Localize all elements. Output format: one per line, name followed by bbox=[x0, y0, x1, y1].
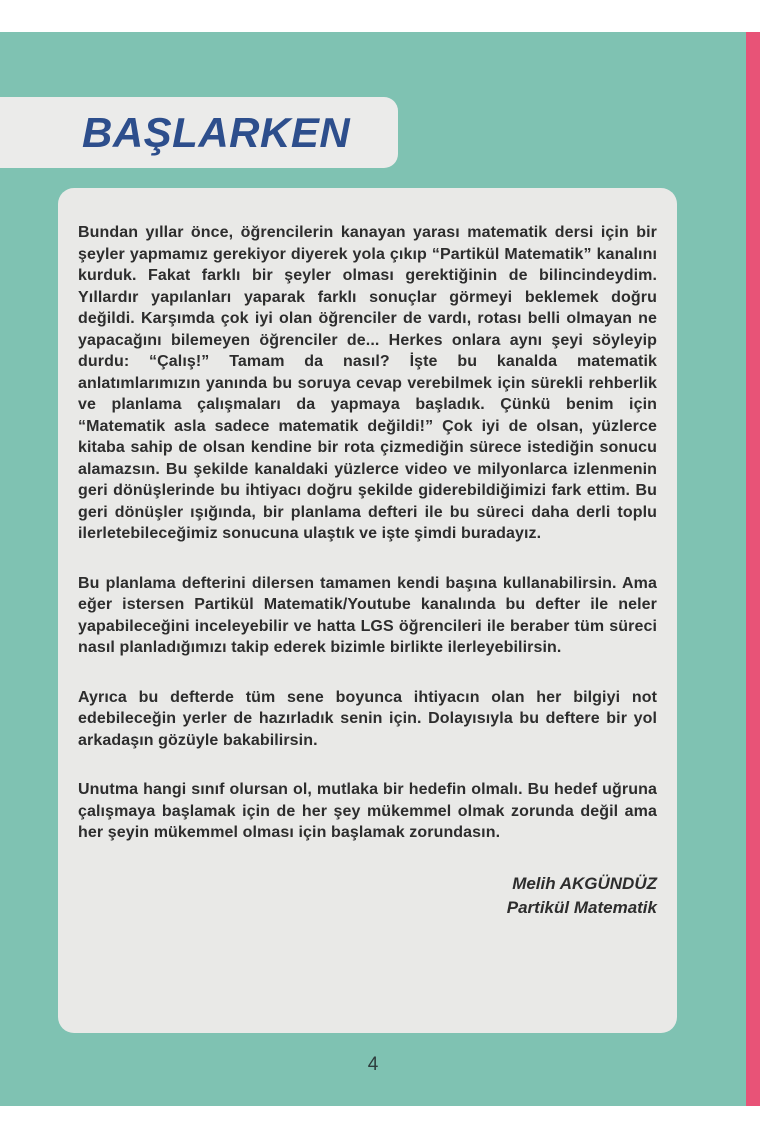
signature-org: Partikül Matematik bbox=[506, 897, 657, 917]
signature-name: Melih AKGÜNDÜZ bbox=[512, 873, 657, 893]
signature-block bbox=[78, 872, 657, 920]
page-number: 4 bbox=[367, 1054, 379, 1075]
body-paragraph-4: Unutma hangi sınıf olursan ol, mutlaka bir hedefin olmalı. Bu hedef uğruna çalışmaya başlamak için de her şey mükemmel olmak zorunda değil ama her şeyin mükemmel olması için başlamak zorundasın. bbox=[78, 781, 657, 841]
content-card bbox=[58, 188, 677, 1033]
accent-stripe bbox=[746, 32, 760, 1106]
chapter-title-plate bbox=[0, 97, 398, 168]
body-paragraph-1: Bundan yıllar önce, öğrencilerin kanayan yarası matematik dersi için bir şeyler yapmamız gerekiyor diyerek yola çıkıp “Partikül Matematik” kanalını kurduk. Fakat farklı bir şeyler olması gerektiğinin de bilincindeydim. Yıllardır yapılanları yaparak farklı sonuçlar görmeyi beklemek doğru değildi. Karşımda çok iyi olan öğrenciler de vardı, rotası belli olmayan ne yapacağını bilemeyen öğrenciler de... Herkes onlara aynı şeyi söyleyip durdu: “Çalış!” Tamam da nasıl? İşte bu kanalda matematik anlatımlarımızın yanında bu soruya cevap verebilmek için sürekli rehberlik ve planlama çalışmaları da yapmaya başladık. Çünkü benim için “Matematik asla sadece matematik değildi!” Çok iyi de olsan, yüzlerce kitaba sahip de olsan kendine bir rota çizmediğin sürece istediğin sonucu alamazsın. Bu şekilde kanaldaki yüzlerce video ve milyonlarca izlenmenin geri dönüşlerinde bu ihtiyacı doğru şekilde giderebildiğimizi fark ettim. Bu geri dönüşler ışığında, bir planlama defteri ile bu süreci daha derli toplu ilerletebileceğimiz sonucuna ulaştık ve işte şimdi buradayız. bbox=[78, 224, 657, 542]
page-title: BAŞLARKEN bbox=[82, 108, 351, 156]
body-paragraph-3: Ayrıca bu defterde tüm sene boyunca ihtiyacın olan her bilgiyi not edebileceğin yerler de hazırladık senin için. Dolayısıyla bu deftere bir yol arkadaşın gözüyle bakabilirsin. bbox=[78, 688, 657, 749]
body-paragraph-2: Bu planlama defterini dilersen tamamen kendi başına kullanabilirsin. Ama eğer istersen Partikül Matematik/Youtube kanalında bu defter ile neler yapabileceğini inceleyebilir ve hatta LGS öğrencileri ile beraber tüm süreci nasıl planladığımızı takip ederek bizimle birlikte ilerleyebilirsin. bbox=[78, 574, 657, 656]
